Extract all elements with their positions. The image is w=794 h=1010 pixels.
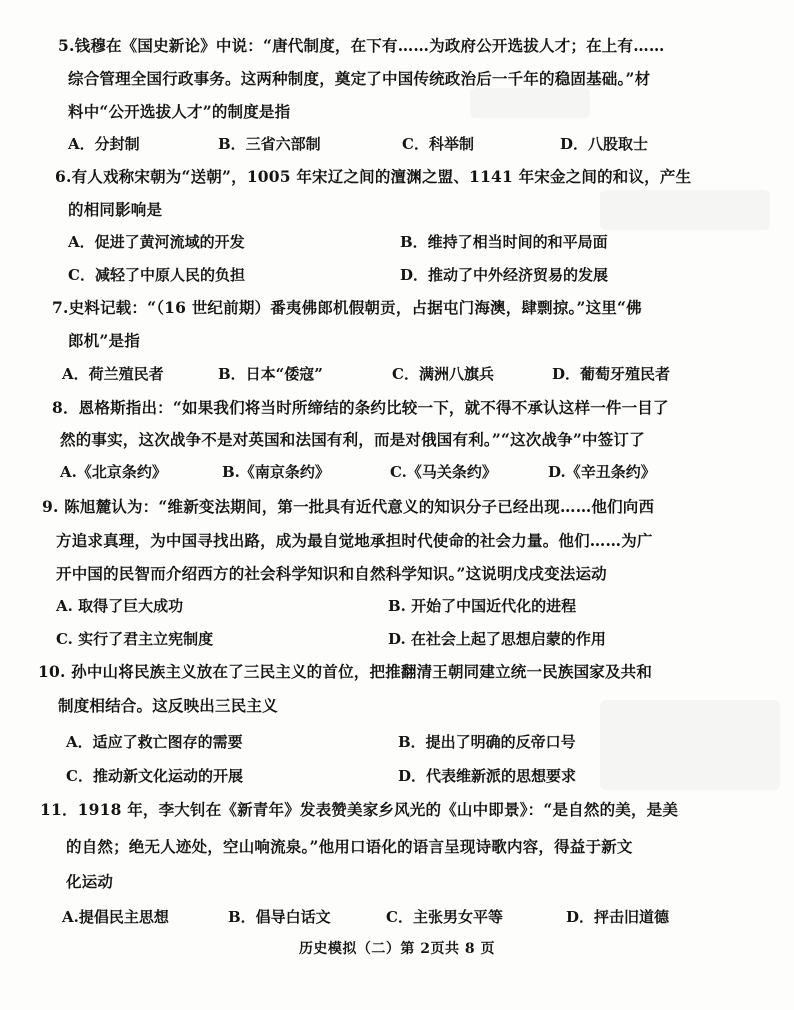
question-11-option-b[interactable]: B．倡导白话文 xyxy=(228,908,331,926)
question-8-option-d[interactable]: D.《辛丑条约》 xyxy=(548,463,656,481)
question-9-option-a[interactable]: A. 取得了巨大成功 xyxy=(56,597,184,615)
question-9-option-c[interactable]: C. 实行了君主立宪制度 xyxy=(56,630,214,648)
question-7-line-1: 7.史料记载：“（16 世纪前期）番夷佛郎机假朝贡，占据屯门海澳，肆剽掠。”这里“佛 xyxy=(52,298,642,317)
scan-smudge xyxy=(470,88,590,118)
question-11-line-2: 的自然；绝无人迹处，空山响流泉。”他用口语化的语言呈现诗歌内容，得益于新文 xyxy=(66,837,633,856)
question-10-option-d[interactable]: D．代表维新派的思想要求 xyxy=(398,767,577,785)
question-9-line-3: 开中国的民智而介绍西方的社会科学知识和自然科学知识。”这说明戊戌变法运动 xyxy=(56,564,607,583)
scan-smudge xyxy=(600,700,780,790)
question-6-line-2: 的相同影响是 xyxy=(68,200,163,219)
question-9-line-1: 9. 陈旭麓认为：“维新变法期间，第一批具有近代意义的知识分子已经出现……他们向西 xyxy=(42,497,655,516)
question-6-option-b[interactable]: B．维持了相当时间的和平局面 xyxy=(400,233,608,251)
question-5-option-a[interactable]: A．分封制 xyxy=(68,135,140,153)
question-6-option-a[interactable]: A．促进了黄河流域的开发 xyxy=(68,233,245,251)
question-6-option-d[interactable]: D．推动了中外经济贸易的发展 xyxy=(400,266,609,284)
question-7-option-c[interactable]: C．满洲八旗兵 xyxy=(392,365,494,383)
question-9-option-b[interactable]: B. 开始了中国近代化的进程 xyxy=(388,597,577,615)
question-11-line-3: 化运动 xyxy=(66,872,114,891)
question-8-option-b[interactable]: B.《南京条约》 xyxy=(222,463,330,481)
question-8-line-1: 8．恩格斯指出：“如果我们将当时所缔结的条约比较一下，就不得不承认这样一件一目了 xyxy=(52,398,669,417)
question-11-option-d[interactable]: D．抨击旧道德 xyxy=(566,908,670,926)
question-5-line-1: 5.钱穆在《国史新论》中说：“唐代制度，在下有……为政府公开选拔人才；在上有…… xyxy=(58,36,665,55)
question-7-option-b[interactable]: B．日本“倭寇” xyxy=(218,365,323,383)
question-9-option-d[interactable]: D. 在社会上起了思想启蒙的作用 xyxy=(388,630,606,648)
question-7-option-d[interactable]: D．葡萄牙殖民者 xyxy=(552,365,671,383)
question-8-option-a[interactable]: A.《北京条约》 xyxy=(60,463,167,481)
question-10-line-1: 10. 孙中山将民族主义放在了三民主义的首位，把推翻清王朝同建立统一民族国家及共和 xyxy=(38,662,653,681)
question-5-option-d[interactable]: D．八股取士 xyxy=(560,135,649,153)
question-11-line-1: 11．1918 年，李大钊在《新青年》发表赞美家乡风光的《山中即景》：“是自然的美，是美 xyxy=(40,800,679,819)
question-11-option-a[interactable]: A.提倡民主思想 xyxy=(62,908,169,926)
question-7-option-a[interactable]: A．荷兰殖民者 xyxy=(62,365,164,383)
question-9-line-2: 方追求真理，为中国寻找出路，成为最自觉地承担时代使命的社会力量。他们……为广 xyxy=(56,531,653,550)
question-10-option-a[interactable]: A．适应了救亡图存的需要 xyxy=(66,733,243,751)
question-6-option-c[interactable]: C．减轻了中原人民的负担 xyxy=(68,266,245,284)
question-11-option-c[interactable]: C．主张男女平等 xyxy=(386,908,503,926)
question-10-line-2: 制度相结合。这反映出三民主义 xyxy=(58,696,278,715)
question-10-option-c[interactable]: C．推动新文化运动的开展 xyxy=(66,767,243,785)
scan-smudge xyxy=(600,190,770,230)
page-footer: 历史模拟（二）第 2页共 8 页 xyxy=(298,941,496,957)
question-5-option-c[interactable]: C．科举制 xyxy=(402,135,474,153)
question-5-option-b[interactable]: B．三省六部制 xyxy=(218,135,321,153)
question-7-line-2: 郎机”是指 xyxy=(68,331,140,350)
question-5-line-3: 料中“公开选拔人才”的制度是指 xyxy=(68,102,291,121)
question-6-line-1: 6.有人戏称宋朝为“送朝”，1005 年宋辽之间的澶渊之盟、1141 年宋金之间的和议，产生 xyxy=(55,167,692,186)
question-10-option-b[interactable]: B．提出了明确的反帝口号 xyxy=(398,733,576,751)
question-8-option-c[interactable]: C.《马关条约》 xyxy=(390,463,497,481)
question-8-line-2: 然的事实，这次战争不是对英国和法国有利，而是对俄国有利。”“这次战争”中签订了 xyxy=(60,430,645,449)
question-5-line-2: 综合管理全国行政事务。这两种制度，奠定了中国传统政治后一千年的稳固基础。”材 xyxy=(68,69,651,88)
